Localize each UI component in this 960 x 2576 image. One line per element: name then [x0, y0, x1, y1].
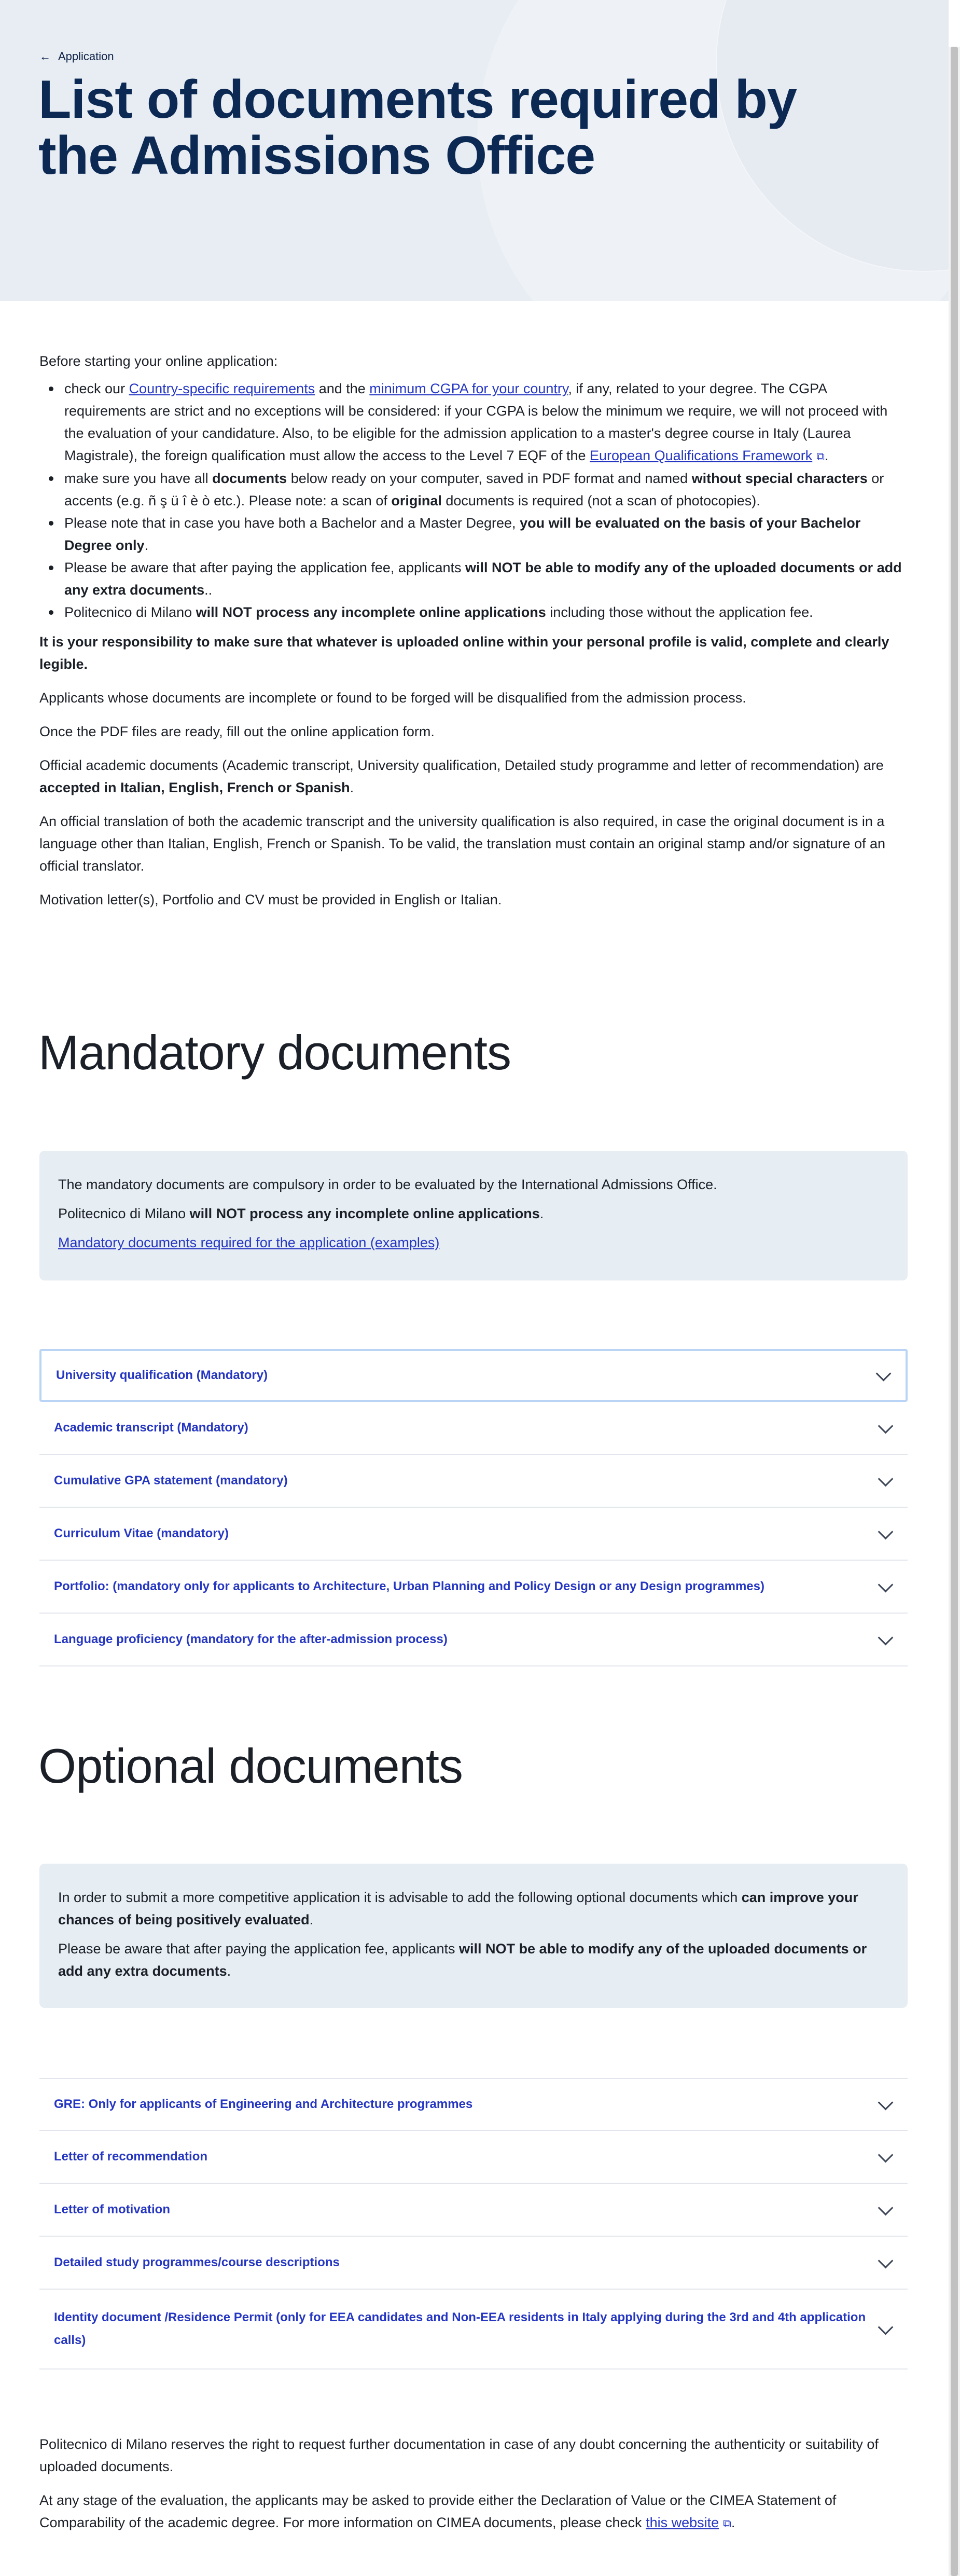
chevron-down-icon[interactable]	[878, 1471, 894, 1487]
accordion-item[interactable]: Detailed study programmes/course descriptions	[39, 2237, 908, 2290]
disqualified-note: Applicants whose documents are incomplete or found to be forged will be disqualified from the admission process.	[39, 690, 746, 706]
mandatory-examples-paragraph	[58, 1232, 889, 1254]
hero-banner	[0, 0, 949, 301]
cimea-website-link[interactable]: this website	[646, 2515, 719, 2530]
country-requirements-link[interactable]: Country-specific requirements	[129, 381, 315, 396]
chevron-down-icon[interactable]	[878, 2253, 894, 2269]
accordion-item[interactable]: Language proficiency (mandatory for the after-admission process)	[39, 1614, 908, 1666]
accordion-item[interactable]: Identity document /Residence Permit (only for EEA candidates and Non-EEA residents in Italy applying during the 3rd and 4th application calls)	[39, 2290, 908, 2370]
chevron-down-icon[interactable]	[878, 1524, 894, 1540]
mandatory-examples-link[interactable]: Mandatory documents required for the application (examples)	[58, 1235, 440, 1250]
list-item: Politecnico di Milano will NOT process any incomplete online applications including those without the application fee.	[39, 601, 908, 624]
chevron-down-icon[interactable]	[878, 2320, 894, 2335]
chevron-down-icon[interactable]	[876, 1366, 892, 1382]
chevron-down-icon[interactable]	[878, 1577, 894, 1593]
accordion-item[interactable]: Letter of motivation	[39, 2184, 908, 2237]
closing-notes	[39, 2433, 908, 2534]
optional-info-line: Please be aware that after paying the application fee, applicants will NOT be able to modify any of the uploaded documents or add any extra documents.	[58, 1941, 867, 1979]
accordion-item[interactable]: Academic transcript (Mandatory)	[39, 1402, 908, 1455]
breadcrumb[interactable]	[39, 50, 114, 63]
optional-info-line: In order to submit a more competitive application it is advisable to add the following optional documents which can improve your chances of being positively evaluated.	[58, 1890, 858, 1927]
chevron-down-icon[interactable]	[878, 2147, 894, 2163]
accordion-item[interactable]: Cumulative GPA statement (mandatory)	[39, 1455, 908, 1508]
page-title: List of documents required by the Admissions Office	[38, 70, 797, 186]
chevron-down-icon[interactable]	[878, 2095, 894, 2111]
reserve-note: Politecnico di Milano reserves the right to request further documentation in case of any doubt concerning the authenticity or suitability of uploaded documents.	[39, 2436, 879, 2474]
requirements-list	[39, 378, 908, 624]
chevron-down-icon[interactable]	[878, 1418, 894, 1434]
list-item: make sure you have all documents below ready on your computer, saved in PDF format and named without special characters or accents (e.g. ñ ş ü î è ò etc.). Please note: a scan of original documents is required (not a scan of photocopies).	[39, 467, 908, 512]
list-item: Please note that in case you have both a Bachelor and a Master Degree, you will be evaluated on the basis of your Bachelor Degree only.	[39, 512, 908, 557]
mandatory-info-line: The mandatory documents are compulsory in order to be evaluated by the International Admissions Office.	[58, 1177, 717, 1192]
accordion-item[interactable]: Portfolio: (mandatory only for applicants to Architecture, Urban Planning and Policy Design or any Design programmes)	[39, 1561, 908, 1614]
mandatory-documents-heading: Mandatory documents	[38, 1025, 511, 1080]
chevron-down-icon[interactable]	[878, 2200, 894, 2216]
mandatory-info-line: Politecnico di Milano will NOT process any incomplete online applications.	[58, 1206, 544, 1221]
optional-info-box	[39, 1864, 908, 2008]
eqf-link[interactable]: European Qualifications Framework	[590, 448, 813, 463]
responsibility-note: It is your responsibility to make sure that whatever is uploaded online within your personal profile is valid, complete and clearly legible.	[39, 634, 889, 672]
minimum-cgpa-link[interactable]: minimum CGPA for your country	[369, 381, 568, 396]
mandatory-accordion	[39, 1349, 908, 1666]
page-scrollbar[interactable]	[949, 47, 960, 2576]
pdf-ready-note: Once the PDF files are ready, fill out the online application form.	[39, 724, 435, 739]
optional-accordion	[39, 2078, 908, 2370]
accordion-item[interactable]: GRE: Only for applicants of Engineering and Architecture programmes	[39, 2078, 908, 2131]
scrollbar-thumb[interactable]	[951, 47, 958, 2576]
intro-section	[39, 350, 908, 911]
arrow-left-icon[interactable]: ←	[39, 50, 51, 63]
breadcrumb-link[interactable]: Application	[58, 50, 114, 63]
motivation-note: Motivation letter(s), Portfolio and CV must be provided in English or Italian.	[39, 892, 502, 907]
accordion-item[interactable]: Letter of recommendation	[39, 2131, 908, 2184]
intro-lead: Before starting your online application:	[39, 353, 278, 369]
external-link-icon[interactable]: ⧉	[723, 2517, 731, 2530]
list-item: Please be aware that after paying the application fee, applicants will NOT be able to modify any of the uploaded documents or add any extra documents..	[39, 557, 908, 601]
mandatory-info-box	[39, 1151, 908, 1280]
chevron-down-icon[interactable]	[878, 1630, 894, 1646]
accordion-item[interactable]: University qualification (Mandatory)	[39, 1349, 908, 1402]
official-documents-note: Official academic documents (Academic transcript, University qualification, Detailed study programme and letter of recommendation) are accepted in Italian, English, French or Spanish.	[39, 757, 884, 795]
list-item: check our Country-specific requirements and the minimum CGPA for your country, if any, related to your degree. The CGPA requirements are strict and no exceptions will be considered: if your CGPA is below the minimum we require, we will not proceed with the evaluation of your candidature. Also, to be eligible for the admission application to a master's degree course in Italy (Laurea Magistrale), the foreign qualification must allow the access to the Level 7 EQF of the European Qualifications Framework ⧉.	[39, 378, 908, 467]
optional-documents-heading: Optional documents	[38, 1739, 463, 1793]
translation-note: An official translation of both the academic transcript and the university qualification is also required, in case the original document is in a language other than Italian, English, French or Spanish. To be valid, the translation must contain an original stamp and/or signature of an official translator.	[39, 814, 886, 874]
accordion-item[interactable]: Curriculum Vitae (mandatory)	[39, 1508, 908, 1561]
cimea-note: At any stage of the evaluation, the applicants may be asked to provide either the Declaration of Value or the CIMEA Statement of Comparability of the academic degree. For more information on CIMEA documents, please check this website ⧉.	[39, 2489, 908, 2534]
external-link-icon[interactable]: ⧉	[816, 450, 825, 463]
